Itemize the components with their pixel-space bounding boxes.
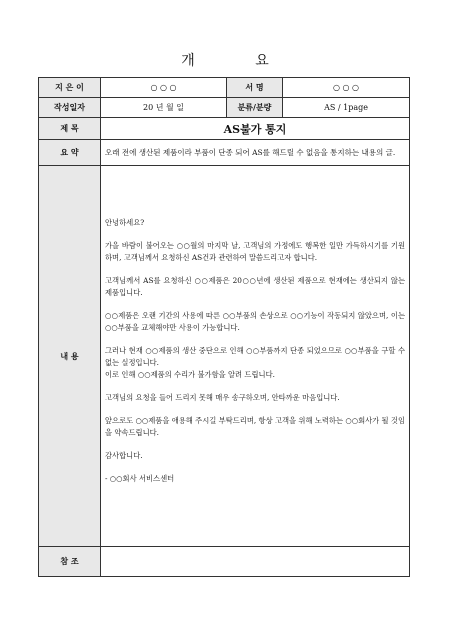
signature-value: ○ ○ ○ <box>283 78 410 98</box>
reference-label: 참 조 <box>39 547 101 577</box>
content-label: 내 용 <box>39 166 101 547</box>
content-signoff: - ○○회사 서비스센터 <box>105 473 175 483</box>
author-value: ○ ○ ○ <box>101 78 227 98</box>
summary-label: 요 약 <box>39 140 101 166</box>
content-paragraph: 고객님의 요청을 들어 드리지 못해 매우 송구하오며, 안타까운 마음입니다. <box>105 392 340 402</box>
content-paragraph: 안녕하세요? <box>105 217 145 227</box>
content-paragraph: 가을 바람이 불어오는 ○○월의 마지막 날, 고객님의 가정에도 행복한 일만 가득하시기를 기원하며, 고객님께서 요청하신 AS건과 관련하여 말씀드리고자 합니다. <box>105 240 405 262</box>
subject-value: AS불가 통지 <box>101 118 410 140</box>
category-label: 분류/분량 <box>227 98 283 118</box>
content-paragraph: 앞으로도 ○○제품을 애용해 주시길 부탁드리며, 항상 고객을 위해 노력하는 ○○회사가 될 것임을 약속드립니다. <box>105 415 406 437</box>
content-body <box>101 166 410 547</box>
content-paragraph: 감사합니다. <box>105 450 143 460</box>
subject-label: 제 목 <box>39 118 101 140</box>
author-label: 지 은 이 <box>39 78 101 98</box>
summary-form <box>38 77 410 577</box>
content-paragraph: ○○제품은 오랜 기간의 사용에 따른 ○○부품의 손상으로 ○○기능이 작동되지 않았으며, 이는 ○○부품을 교체해야만 사용이 가능합니다. <box>105 310 405 332</box>
content-paragraph: 그러나 현재 ○○제품의 생산 중단으로 인해 ○○부품까지 단종 되었으므로 ○○부품을 구할 수 없는 실정입니다. 이로 인해 ○○제품의 수리가 불가함을 알려 드립니다. <box>105 345 405 379</box>
signature-label: 서 명 <box>227 78 283 98</box>
category-value: AS / 1page <box>283 98 410 118</box>
reference-value <box>101 547 410 577</box>
date-label: 작성일자 <box>39 98 101 118</box>
summary-value: 오래 전에 생산된 제품이라 부품이 단종 되어 AS를 해드릴 수 없음을 통지하는 내용의 글. <box>101 140 410 166</box>
document-title: 개 요 <box>181 53 297 69</box>
date-value: 20 년 월 일 <box>101 98 227 118</box>
content-paragraph: 고객님께서 AS를 요청하신 ○○제품은 20○○년에 생산된 제품으로 현재에는 생산되지 않는 제품입니다. <box>105 275 405 297</box>
